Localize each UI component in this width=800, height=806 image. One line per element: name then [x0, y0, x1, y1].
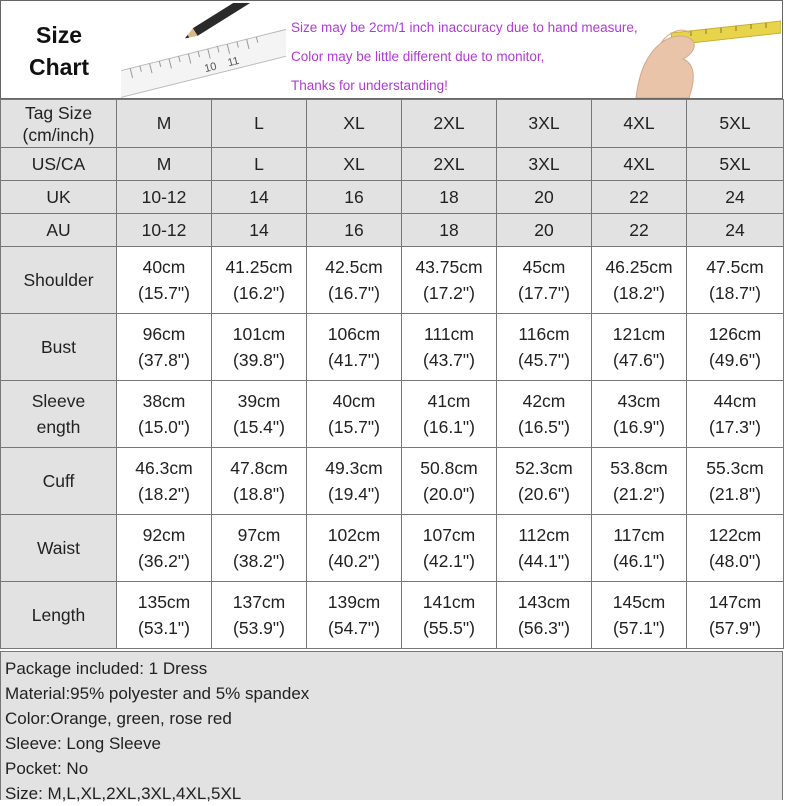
measure-cell	[497, 582, 592, 649]
region-row-uk	[1, 181, 784, 214]
cm-value: 42.5cm	[325, 257, 383, 277]
cm-value: 92cm	[142, 525, 186, 545]
cm-value: 106cm	[327, 324, 381, 344]
table-cell: 2XL	[402, 148, 497, 181]
cm-value: 40cm	[142, 257, 186, 277]
measure-row	[1, 247, 784, 314]
cm-value: 43cm	[617, 391, 661, 411]
measure-cell	[497, 448, 592, 515]
measure-cell	[687, 448, 784, 515]
cm-value: 101cm	[232, 324, 286, 344]
measure-cell	[592, 247, 687, 314]
inch-value: (46.1")	[613, 551, 665, 571]
cm-value: 55.3cm	[706, 458, 764, 478]
ruler-mark-11: 11	[226, 54, 241, 70]
table-cell: 16	[307, 214, 402, 247]
info-line: Color:Orange, green, rose red	[5, 709, 232, 728]
inch-value: (17.7")	[518, 283, 570, 303]
measure-cell	[212, 515, 307, 582]
inch-value: (53.1")	[138, 618, 190, 638]
note-line: Thanks for understanding!	[291, 78, 448, 93]
cm-value: 41.25cm	[225, 257, 293, 277]
inch-value: (19.4")	[328, 484, 380, 504]
row-label-line: Bust	[40, 337, 77, 357]
row-label	[1, 247, 117, 314]
product-info	[0, 651, 783, 803]
tag-size-cell: XL	[307, 100, 402, 148]
inch-value: (38.2")	[233, 551, 285, 571]
inch-value: (43.7")	[423, 350, 475, 370]
table-cell: M	[117, 148, 212, 181]
table-cell: 22	[592, 214, 687, 247]
cm-value: 141cm	[422, 592, 476, 612]
cm-value: 39cm	[237, 391, 281, 411]
tag-size-cell: 5XL	[687, 100, 784, 148]
tag-size-cell: L	[212, 100, 307, 148]
cm-value: 38cm	[142, 391, 186, 411]
row-label-line: Length	[31, 605, 86, 625]
cm-value: 43.75cm	[415, 257, 483, 277]
inch-value: (55.5")	[423, 618, 475, 638]
measure-cell	[212, 247, 307, 314]
measure-cell	[402, 314, 497, 381]
inch-value: (18.2")	[138, 484, 190, 504]
inch-value: (15.0")	[138, 417, 190, 437]
cm-value: 45cm	[522, 257, 566, 277]
cm-value: 112cm	[518, 525, 570, 545]
measure-cell	[687, 381, 784, 448]
inch-value: (18.7")	[709, 283, 761, 303]
measure-cell	[117, 247, 212, 314]
measure-cell	[592, 582, 687, 649]
inch-value: (44.1")	[518, 551, 570, 571]
cm-value: 122cm	[708, 525, 762, 545]
row-label	[1, 381, 117, 448]
cm-value: 46.25cm	[605, 257, 673, 277]
cm-value: 42cm	[522, 391, 566, 411]
info-line: Pocket: No	[5, 759, 89, 778]
measure-row	[1, 314, 784, 381]
row-label: AU	[1, 214, 117, 247]
measure-cell	[497, 247, 592, 314]
disclaimer-notes	[291, 13, 638, 99]
measure-cell	[687, 314, 784, 381]
measure-cell	[687, 515, 784, 582]
inch-value: (56.3")	[518, 618, 570, 638]
cm-value: 147cm	[708, 592, 762, 612]
info-line: Size: M,L,XL,2XL,3XL,4XL,5XL	[5, 784, 242, 803]
inch-value: (41.7")	[328, 350, 380, 370]
measure-cell	[592, 381, 687, 448]
table-cell: 20	[497, 181, 592, 214]
inch-value: (20.6")	[518, 484, 570, 504]
inch-value: (16.7")	[328, 283, 380, 303]
measure-cell	[592, 448, 687, 515]
row-label-line: Sleeve	[31, 391, 86, 411]
title-line-1: Size	[35, 21, 83, 48]
table-cell: 3XL	[497, 148, 592, 181]
cm-value: 47.8cm	[230, 458, 288, 478]
row-label-line: ength	[36, 417, 81, 437]
row-label	[1, 515, 117, 582]
region-row-au	[1, 214, 784, 247]
table-cell: 14	[212, 214, 307, 247]
title-line-2: Chart	[28, 53, 90, 80]
cm-value: 44cm	[713, 391, 757, 411]
inch-value: (42.1")	[423, 551, 475, 571]
note-line: Color may be little different due to monitor,	[291, 49, 545, 64]
region-row-us-ca	[1, 148, 784, 181]
inch-value: (39.8")	[233, 350, 285, 370]
measurement-rows	[1, 247, 784, 649]
info-line: Material:95% polyester and 5% spandex	[5, 684, 310, 703]
size-chart-title	[1, 1, 117, 99]
cm-value: 145cm	[612, 592, 666, 612]
measure-cell	[402, 582, 497, 649]
measure-cell	[402, 247, 497, 314]
row-label	[1, 314, 117, 381]
inch-value: (17.3")	[709, 417, 761, 437]
inch-value: (47.6")	[613, 350, 665, 370]
inch-value: (21.8")	[709, 484, 761, 504]
table-cell: 18	[402, 214, 497, 247]
measure-cell	[687, 582, 784, 649]
measure-cell	[402, 448, 497, 515]
tag-size-cell: 3XL	[497, 100, 592, 148]
inch-value: (57.1")	[613, 618, 665, 638]
table-cell: 20	[497, 214, 592, 247]
inch-value: (53.9")	[233, 618, 285, 638]
table-cell: 10-12	[117, 214, 212, 247]
measure-cell	[117, 381, 212, 448]
inch-value: (40.2")	[328, 551, 380, 571]
table-cell: 16	[307, 181, 402, 214]
measure-row	[1, 448, 784, 515]
cm-value: 111cm	[424, 324, 474, 344]
measure-cell	[497, 314, 592, 381]
cm-value: 137cm	[232, 592, 286, 612]
measure-cell	[117, 448, 212, 515]
inch-value: (16.1")	[423, 417, 475, 437]
cm-value: 102cm	[327, 525, 381, 545]
cm-value: 121cm	[612, 324, 666, 344]
measure-row	[1, 515, 784, 582]
inch-value: (17.2")	[423, 283, 475, 303]
inch-value: (45.7")	[518, 350, 570, 370]
cm-value: 47.5cm	[706, 257, 764, 277]
table-cell: 18	[402, 181, 497, 214]
row-label-line: Shoulder	[23, 270, 94, 290]
measure-row	[1, 582, 784, 649]
tag-size-cell: 4XL	[592, 100, 687, 148]
table-cell: 5XL	[687, 148, 784, 181]
inch-value: (36.2")	[138, 551, 190, 571]
measure-cell	[307, 582, 402, 649]
table-cell: 10-12	[117, 181, 212, 214]
inch-value: (21.2")	[613, 484, 665, 504]
measure-cell	[117, 582, 212, 649]
measure-cell	[307, 381, 402, 448]
measure-cell	[212, 582, 307, 649]
cm-value: 143cm	[517, 592, 571, 612]
cm-value: 96cm	[142, 324, 186, 344]
inch-value: (48.0")	[709, 551, 761, 571]
inch-value: (16.5")	[518, 417, 570, 437]
measure-cell	[497, 381, 592, 448]
table-cell: 24	[687, 181, 784, 214]
table-cell: 14	[212, 181, 307, 214]
measure-cell	[687, 247, 784, 314]
ruler-pencil-icon	[121, 3, 286, 98]
cm-value: 97cm	[237, 525, 281, 545]
cm-value: 40cm	[332, 391, 376, 411]
inch-value: (18.8")	[233, 484, 285, 504]
inch-value: (15.4")	[233, 417, 285, 437]
measure-cell	[402, 381, 497, 448]
inch-value: (54.7")	[328, 618, 380, 638]
note-line: Size may be 2cm/1 inch inaccuracy due to hand measure,	[291, 20, 638, 35]
row-label-line: Cuff	[42, 471, 75, 491]
cm-value: 117cm	[613, 525, 665, 545]
measure-cell	[307, 314, 402, 381]
measure-cell	[212, 448, 307, 515]
inch-value: (16.9")	[613, 417, 665, 437]
inch-value: (15.7")	[138, 283, 190, 303]
measure-cell	[592, 515, 687, 582]
inch-value: (37.8")	[138, 350, 190, 370]
row-label-line: Waist	[36, 538, 81, 558]
row-label	[1, 448, 117, 515]
measure-cell	[497, 515, 592, 582]
measure-cell	[212, 381, 307, 448]
measuring-tape-hand-icon	[631, 3, 781, 98]
measure-cell	[307, 515, 402, 582]
row-label: US/CA	[1, 148, 117, 181]
inch-value: (16.2")	[233, 283, 285, 303]
measure-cell	[307, 448, 402, 515]
cm-value: 126cm	[708, 324, 762, 344]
measure-cell	[212, 314, 307, 381]
table-cell: 24	[687, 214, 784, 247]
tag-size-row	[1, 100, 784, 148]
cm-value: 107cm	[422, 525, 476, 545]
inch-value: (15.7")	[328, 417, 380, 437]
tag-size-cell: M	[117, 100, 212, 148]
info-line: Package included: 1 Dress	[5, 659, 208, 678]
inch-value: (18.2")	[613, 283, 665, 303]
ruler-mark-10: 10	[203, 60, 218, 76]
measure-cell	[402, 515, 497, 582]
measure-row	[1, 381, 784, 448]
table-cell: L	[212, 148, 307, 181]
cm-value: 116cm	[518, 324, 570, 344]
chart-header	[0, 0, 783, 99]
measure-cell	[117, 515, 212, 582]
size-table	[0, 99, 784, 649]
measure-cell	[307, 247, 402, 314]
row-label: UK	[1, 181, 117, 214]
measure-cell	[117, 314, 212, 381]
cm-value: 41cm	[427, 391, 471, 411]
cm-value: 135cm	[137, 592, 191, 612]
cm-value: 139cm	[327, 592, 381, 612]
tag-size-cell: 2XL	[402, 100, 497, 148]
cm-value: 50.8cm	[420, 458, 478, 478]
table-cell: XL	[307, 148, 402, 181]
cm-value: 49.3cm	[325, 458, 383, 478]
cm-value: 46.3cm	[135, 458, 193, 478]
inch-value: (20.0")	[423, 484, 475, 504]
table-cell: 4XL	[592, 148, 687, 181]
cm-value: 53.8cm	[610, 458, 668, 478]
table-cell: 22	[592, 181, 687, 214]
row-label	[1, 582, 117, 649]
cm-value: 52.3cm	[515, 458, 573, 478]
measure-cell	[592, 314, 687, 381]
inch-value: (49.6")	[709, 350, 761, 370]
tag-size-label: Tag Size (cm/inch)	[1, 100, 117, 148]
inch-value: (57.9")	[709, 618, 761, 638]
info-line: Sleeve: Long Sleeve	[5, 734, 161, 753]
